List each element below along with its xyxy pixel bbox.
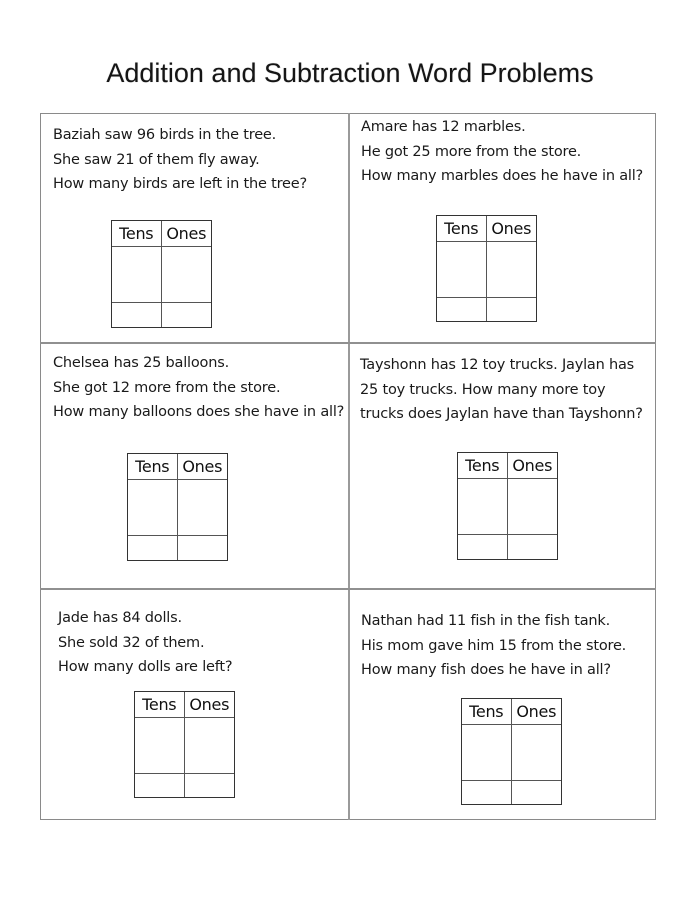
tens-work-cell[interactable] [458,479,508,535]
ones-work-cell[interactable] [162,247,212,303]
problem-2-text [361,115,643,189]
place-value-table-4 [457,452,558,560]
tens-header: Tens [462,699,512,725]
tens-answer-cell[interactable] [135,774,185,797]
problem-6-text [361,609,626,683]
problem-line: Nathan had 11 fish in the fish tank. [361,613,611,629]
ones-answer-cell[interactable] [487,298,537,321]
ones-work-cell[interactable] [178,480,228,536]
worksheet-title: Addition and Subtraction Word Problems [106,58,594,88]
tens-header: Tens [135,692,185,718]
problem-line: She sold 32 of them. [58,634,205,651]
tens-answer-cell[interactable] [458,535,508,559]
tens-answer-cell[interactable] [112,303,162,327]
ones-header: Ones [185,692,235,718]
grid-column-divider [348,113,350,820]
tens-work-cell[interactable] [437,242,487,298]
place-value-table-2 [436,215,537,322]
place-value-table-3 [127,453,228,561]
ones-work-cell[interactable] [508,479,558,535]
problem-line: How many balloons does she have in all? [53,404,345,420]
problem-line: 25 toy trucks. How many more toy [360,381,606,398]
problem-1-text [53,123,307,197]
problem-line: Baziah saw 96 birds in the tree. [53,127,277,143]
problem-line: He got 25 more from the store. [361,143,582,160]
place-value-table-1 [111,220,212,328]
problem-line: She got 12 more from the store. [53,379,281,396]
tens-header: Tens [437,216,487,242]
problem-5-text [58,606,232,680]
tens-work-cell[interactable] [112,247,162,303]
tens-answer-cell[interactable] [128,536,178,560]
problem-3-text [53,351,344,425]
place-value-table-6 [461,698,562,805]
tens-answer-cell[interactable] [437,298,487,321]
ones-work-cell[interactable] [512,725,562,781]
ones-header: Ones [487,216,537,242]
ones-header: Ones [178,454,228,480]
grid-row-divider-1 [40,342,656,344]
problem-4-text [360,353,643,427]
tens-work-cell[interactable] [135,718,185,774]
problem-line: trucks does Jaylan have than Tayshonn? [360,406,643,422]
ones-header: Ones [508,453,558,479]
tens-work-cell[interactable] [128,480,178,536]
ones-work-cell[interactable] [185,718,235,774]
problem-line: Amare has 12 marbles. [361,119,526,135]
problem-line: How many marbles does he have in all? [361,168,644,184]
ones-header: Ones [512,699,562,725]
problem-line: Tayshonn has 12 toy trucks. Jaylan has [360,357,635,373]
problem-line: Jade has 84 dolls. [58,610,182,626]
grid-row-divider-2 [40,588,656,590]
place-value-table-5 [134,691,235,798]
ones-answer-cell[interactable] [185,774,235,797]
problem-line: She saw 21 of them fly away. [53,151,260,168]
ones-work-cell[interactable] [487,242,537,298]
ones-answer-cell[interactable] [178,536,228,560]
problem-line: His mom gave him 15 from the store. [361,637,627,654]
tens-header: Tens [112,221,162,247]
ones-answer-cell[interactable] [508,535,558,559]
ones-answer-cell[interactable] [162,303,212,327]
tens-work-cell[interactable] [462,725,512,781]
problem-line: How many birds are left in the tree? [53,176,307,192]
ones-header: Ones [162,221,212,247]
tens-header: Tens [458,453,508,479]
problem-line: How many fish does he have in all? [361,662,611,678]
problem-line: Chelsea has 25 balloons. [53,355,229,371]
tens-header: Tens [128,454,178,480]
problem-line: How many dolls are left? [58,659,233,675]
tens-answer-cell[interactable] [462,781,512,804]
ones-answer-cell[interactable] [512,781,562,804]
